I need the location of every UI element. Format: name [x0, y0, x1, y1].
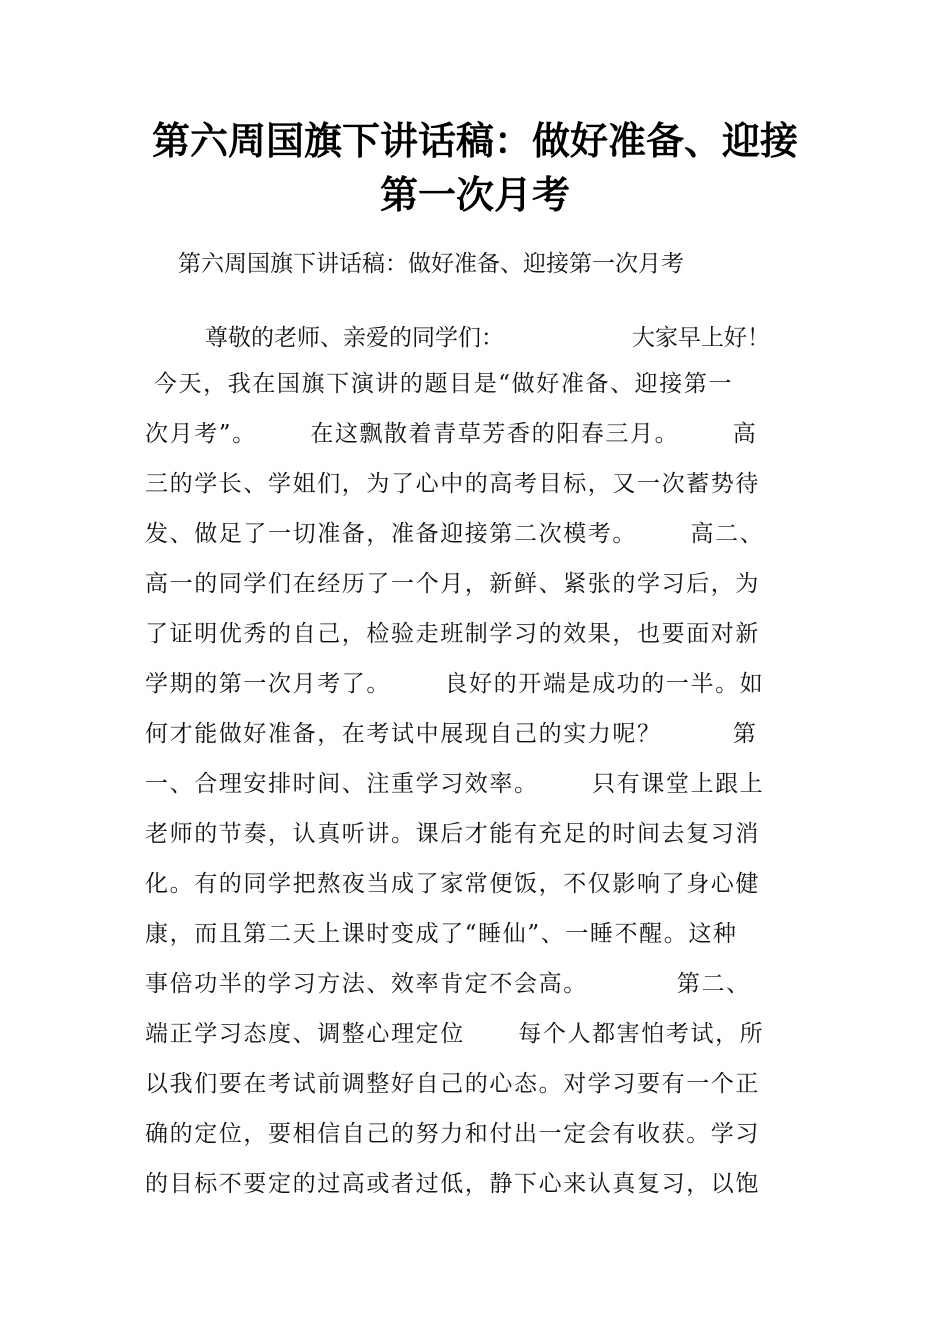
body-line: 发、做足了一切准备，准备迎接第二次模考。 高二、 — [145, 521, 765, 547]
body-line: 确的定位，要相信自己的努力和付出一定会有收获。学习 — [145, 1121, 760, 1147]
body-line: 事倍功半的学习方法、效率肯定不会高。 第二、 — [145, 971, 751, 997]
body-line: 何才能做好准备，在考试中展现自己的实力呢？ 第 — [145, 721, 758, 747]
body-line: 高一的同学们在经历了一个月，新鲜、紧张的学习后，为 — [145, 571, 760, 597]
document-title — [100, 114, 850, 222]
body-line: 康，而且第二天上课时变成了“睡仙”、一睡不醒。这种 — [145, 921, 738, 947]
document-subtitle: 第六周国旗下讲话稿：做好准备、迎接第一次月考 — [178, 251, 684, 277]
body-line: 端正学习态度、调整心理定位 每个人都害怕考试，所 — [145, 1021, 765, 1047]
body-line: 了证明优秀的自己，检验走班制学习的效果，也要面对新 — [145, 621, 760, 647]
body-line: 次月考”。 在这飘散着青草芳香的阳春三月。 高 — [145, 421, 758, 447]
body-line: 学期的第一次月考了。 良好的开端是成功的一半。如 — [145, 671, 765, 697]
body-line: 一、合理安排时间、注重学习效率。 只有课堂上跟上 — [145, 771, 765, 797]
body-line: 的目标不要定的过高或者过低，静下心来认真复习，以饱 — [145, 1171, 760, 1197]
hello-text: 大家早上好！ — [632, 325, 770, 351]
body-line: 化。有的同学把熬夜当成了家常便饭，不仅影响了身心健 — [145, 871, 760, 897]
body-line: 老师的节奏，认真听讲。课后才能有充足的时间去复习消 — [145, 821, 760, 847]
greeting-line — [205, 320, 770, 356]
body-line: 三的学长、学姐们，为了心中的高考目标，又一次蓄势待 — [145, 471, 760, 497]
body-line: 今天，我在国旗下演讲的题目是“做好准备、迎接第一 — [145, 371, 734, 397]
title-line-1: 第六周国旗下讲话稿：做好准备、迎接 — [151, 119, 798, 163]
body-line: 以我们要在考试前调整好自己的心态。对学习要有一个正 — [145, 1071, 760, 1097]
title-line-2: 第一次月考 — [379, 173, 570, 217]
greeting-text: 尊敬的老师、亲爱的同学们： — [205, 325, 504, 351]
